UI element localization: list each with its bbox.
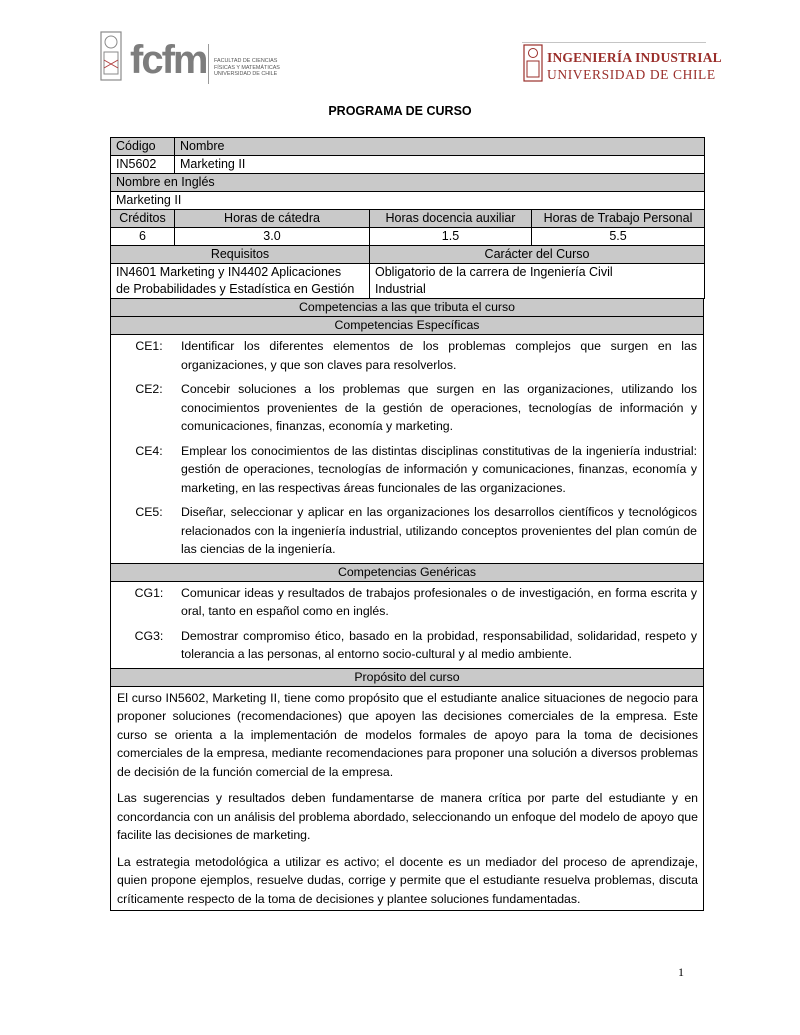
competency-code: CG3: [134, 628, 164, 643]
credits-value: 6 [111, 228, 175, 246]
requirements-label: Requisitos [111, 246, 370, 264]
competency-text: Demostrar compromiso ético, basado en la probidad, responsabilidad, solidaridad, respeto y tolerancia a las personas, al entorno socio-cultural y al medio ambiente. [181, 628, 697, 661]
list-item [111, 380, 703, 436]
ingenieria-seal-icon [522, 43, 544, 83]
purpose-paragraph: El curso IN5602, Marketing II, tiene como propósito que el estudiante analice situaciones de negocio para proponer soluciones (recomendaciones) que apoyen las decisiones comerciales de la empresa. Este curso se orienta a la implementación de modelos formales de apoyo para la toma de decisiones comerciales de la empresa, mediante recomendaciones para proponer una solución a diversos problemas de decisión de la función comercial de la empresa. [117, 690, 698, 779]
competency-text: Emplear los conocimientos de las distintas disciplinas constitutivas de la ingeniería industrial: gestión de operaciones, tecnologías de información y comunicaciones, finanzas, economía y marketing, en las respectivas áreas funcionales de las organizaciones. [181, 443, 697, 495]
table-row [111, 228, 705, 246]
purpose-paragraph: Las sugerencias y resultados deben fundamentarse de manera crítica por parte del estudiante y en concordancia con un análisis del problema abordado, seleccionando un enfoque del modelo de apoyo que facilite las decisiones de marketing. [117, 791, 698, 842]
competency-text: Diseñar, seleccionar y aplicar en las organizaciones los desarrollos científicos y tecnológicos relacionados con la ingeniería industrial, utilizando conceptos provenientes del plan común de las ciencias de la ingeniería. [181, 505, 697, 556]
fcfm-logo-text: fcfm [130, 38, 207, 82]
competency-text: Comunicar ideas y resultados de trabajos profesionales o de investigación, en forma escrita y oral, tanto en español como en inglés. [181, 585, 697, 618]
university-seal-icon [98, 30, 124, 82]
generic-competencies-list [111, 582, 703, 668]
competency-text: Identificar los diferentes elementos de los problemas complejos que surgen en las organizaciones, y que son claves para resolverlos. [181, 339, 697, 372]
list-item [111, 503, 703, 559]
page-header [0, 0, 800, 100]
fcfm-sub-line: FACULTAD DE CIENCIAS [214, 58, 278, 64]
competency-code: CE2: [135, 382, 163, 396]
generic-competencies-header: Competencias Genéricas [111, 563, 703, 582]
lecture-hours-label: Horas de cátedra [175, 210, 370, 228]
aux-hours-value: 1.5 [370, 228, 532, 246]
table-row [111, 264, 705, 299]
course-info-table [110, 137, 705, 299]
universidad-de-chile-subtitle: UNIVERSIDAD DE CHILE [547, 67, 716, 82]
table-row [111, 174, 705, 192]
list-item [111, 584, 703, 621]
fcfm-sub-line: FÍSICAS Y MATEMÁTICAS [214, 64, 280, 71]
personal-hours-label: Horas de Trabajo Personal [532, 210, 705, 228]
competencies-section [110, 299, 704, 911]
character-line: Industrial [375, 282, 426, 296]
competency-text: Concebir soluciones a los problemas que surgen en las organizaciones, utilizando los conocimientos provenientes de la gestión de operaciones, tecnologías de información y comunicaciones, finanzas, economía y marketing. [181, 382, 697, 433]
credits-label: Créditos [111, 210, 175, 228]
aux-hours-label: Horas docencia auxiliar [370, 210, 532, 228]
course-character-label: Carácter del Curso [370, 246, 705, 264]
document-title: PROGRAMA DE CURSO [328, 104, 472, 118]
purpose-body [111, 687, 703, 911]
name-label: Nombre [175, 138, 705, 156]
course-name: Marketing II [175, 156, 705, 174]
ingenieria-industrial-title: INGENIERÍA INDUSTRIAL [547, 50, 722, 65]
competencies-header: Competencias a las que tributa el curso [111, 299, 703, 317]
english-name-label: Nombre en Inglés [111, 174, 705, 192]
personal-hours-value: 5.5 [532, 228, 705, 246]
purpose-header: Propósito del curso [111, 668, 703, 687]
competency-code: CG1: [134, 585, 164, 600]
table-row [111, 210, 705, 228]
table-row [111, 246, 705, 264]
logo-top-rule [522, 42, 706, 43]
table-row [111, 138, 705, 156]
fcfm-sub-line: UNIVERSIDAD DE CHILE [214, 71, 278, 77]
table-row [111, 192, 705, 210]
fcfm-logo [130, 40, 206, 80]
fcfm-logo-subtitle [214, 58, 280, 78]
code-label: Código [111, 138, 175, 156]
specific-competencies-list [111, 335, 703, 563]
list-item [111, 627, 703, 664]
requirements-line: de Probabilidades y Estadística en Gestión [116, 282, 355, 296]
requirements-line: IN4601 Marketing y IN4402 Aplicaciones [116, 265, 342, 279]
competency-code: CE5: [135, 505, 163, 519]
logo-divider [208, 44, 209, 84]
course-code: IN5602 [111, 156, 175, 174]
specific-competencies-header: Competencias Específicas [111, 317, 703, 335]
lecture-hours-value: 3.0 [175, 228, 370, 246]
course-program-form [110, 137, 704, 911]
english-name: Marketing II [111, 192, 705, 210]
competency-code: CE4: [135, 443, 163, 458]
purpose-paragraph: La estrategia metodológica a utilizar es activo; el docente es un mediador del proceso de aprendizaje, quien propone ejemplos, resuelve dudas, corrige y permite que el estudiante resuelva problemas, discuta críticamente respecto de la toma de decisiones y plantee soluciones fundamentadas. [117, 854, 698, 906]
competency-code: CE1: [135, 339, 163, 353]
character-line: Obligatorio de la carrera de Ingeniería Civil [375, 265, 613, 279]
list-item [111, 442, 703, 498]
list-item [111, 337, 703, 374]
course-character-value [370, 264, 705, 299]
page-number: 1 [678, 965, 684, 979]
table-row [111, 156, 705, 174]
requirements-value [111, 264, 370, 299]
